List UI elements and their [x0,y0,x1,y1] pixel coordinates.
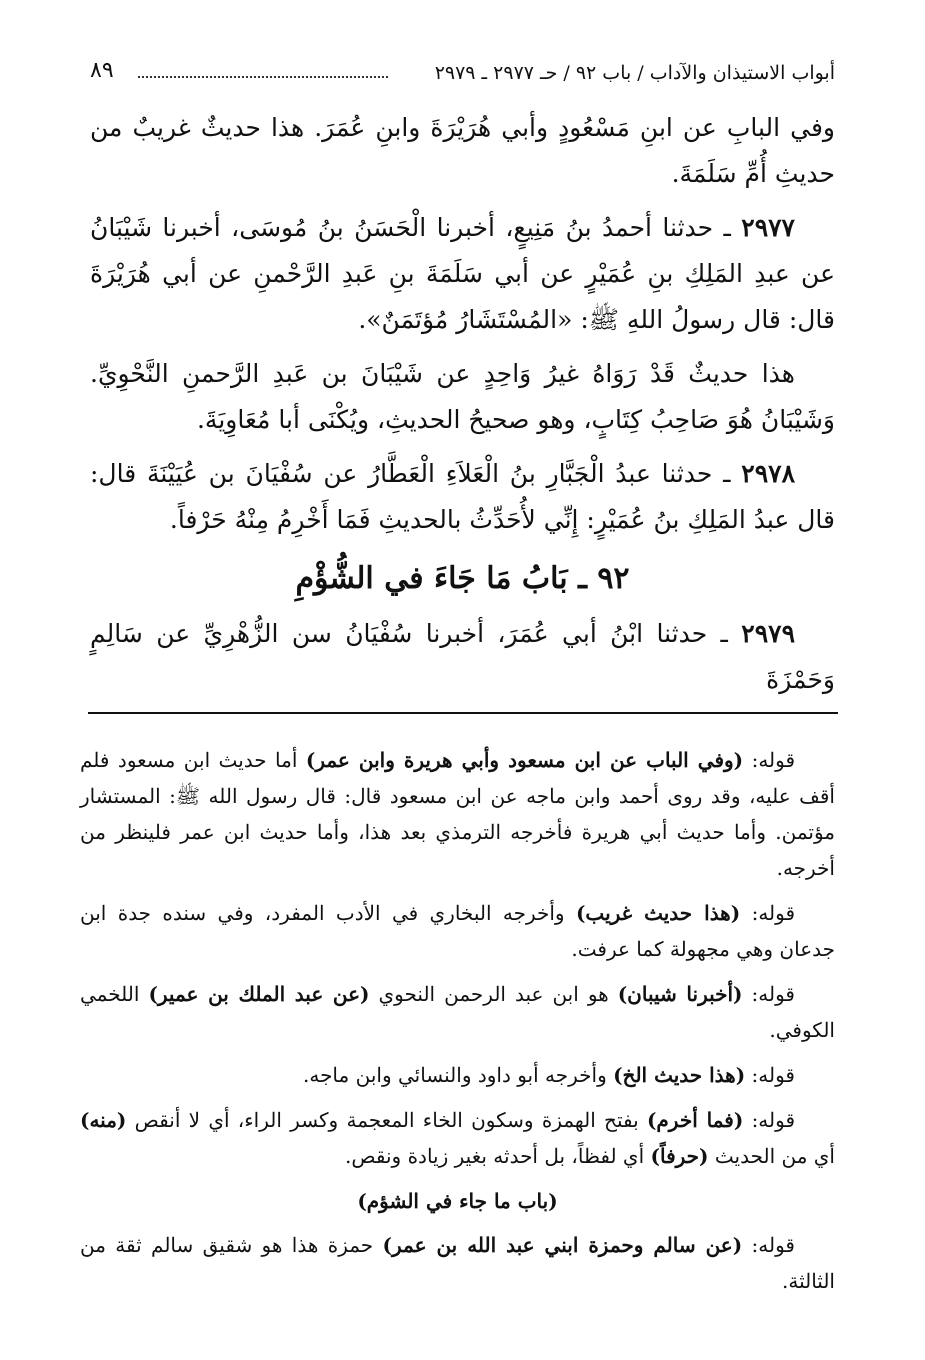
commentary-note [80,1102,835,1174]
note-text: حمزة هذا هو شقيق سالم ثقة من الثالثة. [80,1233,835,1293]
page-number: ٨٩ [90,58,114,83]
note-text: هو ابن عبد الرحمن النحوي [378,982,609,1006]
commentary-note [80,895,835,967]
hadith-text: ـ حدثنا عبدُ الْجَبَّارِ بنُ الْعَلاَءِ الْعَطَّارُ عن سُفْيَانَ بن عُيَيْنَةَ قال: قال عبدُ المَلِكِ بنُ عُمَيْرٍ: إِنِّي لأُحَدِّثُ بالحديثِ فَمَا أَخْرِمُ مِنْهُ حَرْفاً. [90,459,835,534]
hadith-2978 [90,451,835,543]
note-quote: (أخبرنا شيبان) [617,982,743,1006]
commentary-note [80,976,835,1048]
commentary-chapter-heading: (باب ما جاء في الشؤم) [357,1189,558,1213]
note-quote: (وفي الباب عن ابن مسعود وأبي هريرة وابن عمر) [305,748,744,772]
header-title: أبواب الاستيذان والآداب / باب ٩٢ / حـ ٢٩٧٧ ـ ٢٩٧٩ [434,62,835,84]
note-label: قوله: [751,901,796,925]
note-label: قوله: [751,1063,795,1087]
hadith-number: ٢٩٧٩ [741,619,795,648]
hadith-2979 [90,611,835,703]
note-quote: (فما أخرم) [646,1108,744,1132]
commentary-section [80,742,835,1308]
note-text: أما حديث ابن مسعود فلم أقف عليه، وقد روى أحمد وابن ماجه عن ابن مسعود قال: قال رسول الله ﷺ: المستشار مؤتمن. وأما حديث أبي هريرة فأخرجه الترمذي بعد هذا، وأما حديث ابن عمر فلينظر من أخرجه. [80,748,835,880]
note-label: قوله: [751,982,795,1006]
note-text: وأخرجه أبو داود والنسائي وابن ماجه. [302,1063,607,1087]
note-text: وأخرجه البخاري في الأدب المفرد، وفي سنده جدة ابن جدعان وهي مجهولة كما عرفت. [80,901,835,961]
note-quote: (حرفاً) [650,1144,709,1168]
note-text: اللخمي الكوفي. [80,982,835,1042]
note-quote: (منه) [80,1108,127,1132]
commentary-note [80,742,835,886]
paragraph-intro: وفي البابِ عن ابنِ مَسْعُودٍ وأبي هُرَيْرَةَ وابنِ عُمَرَ. هذا حديثٌ غريبٌ من حديثِ أُمِّ سَلَمَةَ. [90,113,835,188]
note-quote: (هذا حديث غريب) [575,901,741,925]
footnote-divider [88,712,838,714]
running-header [90,58,835,98]
header-dot-leader [138,66,388,78]
note-label: قوله: [751,1233,795,1257]
hadith-text: ـ حدثنا أحمدُ بنُ مَنِيعٍ، أخبرنا الْحَسَنُ بنُ مُوسَى، أخبرنا شَيْبَانُ عن عبدِ المَلِكِ بنِ عُمَيْرٍ عن أبي سَلَمَةَ بنِ عَبدِ الرَّحْمنِ عن أبي هُرَيْرَةَ قال: قال رسولُ اللهِ ﷺ: «المُسْتَشَارُ مُؤتَمَنٌ». [90,213,835,334]
commentary-note [80,1227,835,1299]
note-label: قوله: [751,748,796,772]
paragraph-comment: هذا حديثٌ قَدْ رَوَاهُ غيرُ وَاحِدٍ عن شَيْبَانَ بن عَبدِ الرَّحمنِ النَّحْوِيِّ. وَشَيْبَانُ هُوَ صَاحِبُ كِتَابٍ، وهو صحيحُ الحديثِ، ويُكْنَى أبا مُعَاوِيَةَ. [90,359,835,434]
main-text [90,105,835,711]
chapter-heading: ٩٢ ـ بَابُ مَا جَاءَ في الشُّؤْمِ [295,561,630,596]
note-quote: (عن سالم وحمزة ابني عبد الله بن عمر) [382,1233,743,1257]
note-text: أي من الحديث [714,1144,835,1168]
note-label: قوله: [751,1108,796,1132]
note-quote: (عن عبد الملك بن عمير) [148,982,370,1006]
commentary-note [80,1057,835,1093]
note-text: بفتح الهمزة وسكون الخاء المعجمة وكسر الراء، أي لا أنقص [134,1108,639,1132]
note-text: أي لفظاً، بل أحدثه بغير زيادة ونقص. [345,1144,645,1168]
hadith-number: ٢٩٧٨ [741,459,795,488]
hadith-number: ٢٩٧٧ [741,213,795,242]
hadith-text: ـ حدثنا ابْنُ أبي عُمَرَ، أخبرنا سُفْيَانُ سن الزُّهْرِيِّ عن سَالِمٍ وَحَمْزَةَ [90,619,835,694]
note-quote: (هذا حديث الخ) [613,1063,746,1087]
hadith-2977 [90,205,835,343]
